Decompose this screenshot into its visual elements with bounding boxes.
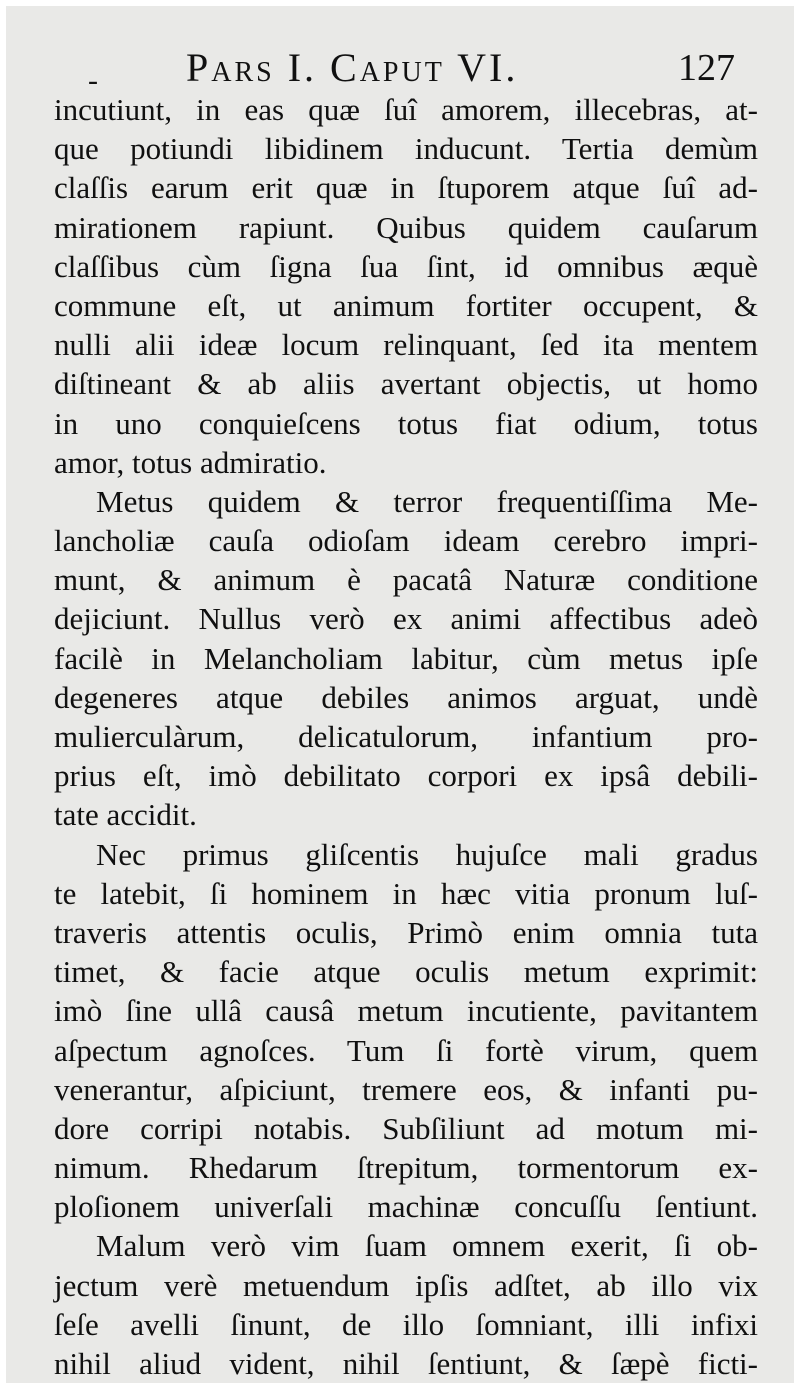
text-line: nimum. Rhedarum ſtrepitum, tormentorum ex-: [54, 1150, 758, 1186]
text-line: ploſionem univerſali machinæ concuſſu ſentiunt.: [54, 1189, 758, 1225]
text-line: lancholiæ cauſa odioſam ideam cerebro impri-: [54, 523, 758, 559]
text-line: prius eſt, imò debilitato corpori ex ipsâ debili-: [54, 758, 758, 794]
body-text: [54, 90, 758, 1383]
running-title: Pars I. Caput VI.: [186, 45, 519, 90]
text-line: aſpectum agnoſces. Tum ſi fortè virum, quem: [54, 1032, 758, 1068]
text-line: claſſibus cùm ſigna ſua ſint, id omnibus æquè: [54, 248, 758, 284]
text-line: nihil aliud vident, nihil ſentiunt, & ſæpè ficti-: [54, 1346, 758, 1381]
book-page: [6, 6, 794, 1383]
page-header: [6, 44, 794, 97]
text-line: dejiciunt. Nullus verò ex animi affectibus adeò: [54, 601, 758, 637]
text-line: mulierculàrum, delicatulorum, infantium pro-: [54, 719, 758, 754]
text-line: te latebit, ſi hominem in hæc vitia pronum luſ-: [54, 875, 758, 911]
text-line: commune eſt, ut animum fortiter occupent, &: [54, 287, 758, 323]
text-line: facilè in Melancholiam labitur, cùm metus ipſe: [54, 640, 758, 676]
text-line: amor, totus admiratio.: [54, 444, 327, 480]
text-line: tate accidit.: [54, 797, 197, 833]
text-line: ſeſe avelli ſinunt, de illo ſomniant, illi infixi: [54, 1306, 758, 1342]
text-line: in uno conquieſcens totus fiat odium, totus: [54, 405, 758, 441]
text-line: diſtineant & ab aliis avertant objectis, ut homo: [54, 366, 758, 402]
text-line: dore corripi notabis. Subſiliunt ad motum mi-: [54, 1110, 758, 1146]
text-line: claſſis earum erit quæ in ſtuporem atque ſuî ad-: [54, 170, 758, 206]
text-line: nulli alii ideæ locum relinquant, ſed ita mentem: [54, 327, 758, 363]
text-line: Nec primus gliſcentis hujuſce mali gradus: [96, 836, 758, 872]
text-line: que potiundi libidinem inducunt. Tertia demùm: [54, 131, 758, 167]
page-number: 127: [678, 47, 735, 89]
header-dash: -: [88, 64, 98, 97]
text-line: Malum verò vim ſuam omnem exerit, ſi ob-: [96, 1228, 758, 1264]
text-line: jectum verè metuendum ipſis adſtet, ab illo vix: [54, 1267, 758, 1303]
text-line: venerantur, aſpiciunt, tremere eos, & infanti pu-: [54, 1071, 758, 1107]
text-line: traveris attentis oculis, Primò enim omnia tuta: [54, 914, 758, 950]
text-line: imò ſine ullâ causâ metum incutiente, pavitantem: [54, 993, 758, 1029]
text-line: degeneres atque debiles animos arguat, undè: [54, 679, 758, 715]
text-line: Metus quidem & terror frequentiſſima Me-: [96, 483, 758, 519]
text-line: mirationem rapiunt. Quibus quidem cauſarum: [54, 209, 758, 245]
text-line: timet, & facie atque oculis metum exprimit:: [54, 954, 758, 990]
text-line: munt, & animum è pacatâ Naturæ conditione: [54, 562, 758, 598]
text-line: incutiunt, in eas quæ ſuî amorem, illecebras, at-: [54, 92, 758, 127]
